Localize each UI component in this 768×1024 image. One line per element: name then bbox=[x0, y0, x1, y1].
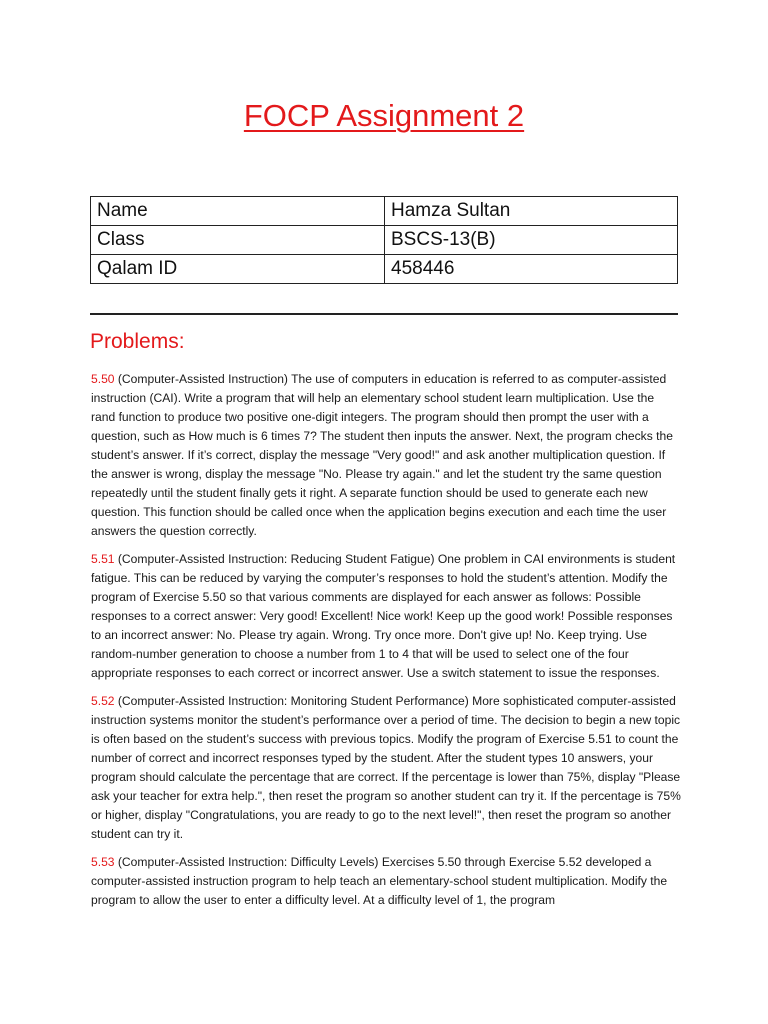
info-row-name bbox=[91, 197, 678, 226]
info-row-class bbox=[91, 226, 678, 255]
problem-number: 5.53 bbox=[91, 855, 115, 869]
problem-item bbox=[91, 853, 681, 910]
horizontal-divider bbox=[90, 313, 678, 315]
document-title: FOCP Assignment 2 bbox=[243, 98, 525, 133]
info-value: Hamza Sultan bbox=[385, 197, 678, 226]
problem-text: (Computer-Assisted Instruction: Reducing Student Fatigue) One problem in CAI environments is student fatigue. This can be reduced by varying the computer’s responses to hold the student’s attention. Modify the program of Exercise 5.50 so that various comments are displayed for each answer as follows: Possible responses to a correct answer: Very good! Excellent! Nice work! Keep up the good work! Possible responses to an incorrect answer: No. Please try again. Wrong. Try once more. Don't give up! No. Keep trying. Use random-number generation to choose a number from 1 to 4 that will be used to select one of the four appropriate responses to each correct or incorrect answer. Use a switch statement to issue the responses. bbox=[91, 552, 676, 680]
problems-heading: Problems: bbox=[90, 330, 185, 353]
problem-number: 5.50 bbox=[91, 372, 115, 386]
problem-item bbox=[91, 692, 681, 844]
info-label: Class bbox=[91, 226, 385, 255]
problem-number: 5.51 bbox=[91, 552, 115, 566]
student-info-table bbox=[90, 196, 678, 284]
problem-text: (Computer-Assisted Instruction: Monitoring Student Performance) More sophisticated computer-assisted instruction systems monitor the student’s performance over a period of time. The decision to begin a new topic is often based on the student’s success with previous topics. Modify the program of Exercise 5.51 to count the number of correct and incorrect responses typed by the student. After the student types 10 answers, your program should calculate the percentage that are correct. If the percentage is lower than 75%, display "Please ask your teacher for extra help.", then reset the program so another student can try it. If the percentage is 75% or higher, display "Congratulations, you are ready to go to the next level!", then reset the program so another student can try it. bbox=[91, 694, 681, 841]
info-value: BSCS-13(B) bbox=[385, 226, 678, 255]
problem-text: (Computer-Assisted Instruction) The use of computers in education is referred to as computer-assisted instruction (CAI). Write a program that will help an elementary school student learn multiplication. Use the rand function to produce two positive one-digit integers. The program should then prompt the user with a question, such as How much is 6 times 7? The student then inputs the answer. Next, the program checks the student’s answer. If it’s correct, display the message "Very good!" and ask another multiplication question. If the answer is wrong, display the message "No. Please try again." and let the student try the same question repeatedly until the student finally gets it right. A separate function should be used to generate each new question. This function should be called once when the application begins execution and each time the user answers the question correctly. bbox=[91, 372, 673, 538]
problems-list bbox=[91, 370, 681, 919]
problem-text: (Computer-Assisted Instruction: Difficulty Levels) Exercises 5.50 through Exercise 5.52 developed a computer-assisted instruction program to help teach an elementary-school student multiplication. Modify the program to allow the user to enter a difficulty level. At a difficulty level of 1, the program bbox=[91, 855, 668, 907]
info-value: 458446 bbox=[385, 255, 678, 284]
problem-item bbox=[91, 550, 681, 683]
problem-item bbox=[91, 370, 681, 541]
info-row-qalam-id bbox=[91, 255, 678, 284]
info-label: Qalam ID bbox=[91, 255, 385, 284]
info-label: Name bbox=[91, 197, 385, 226]
problem-number: 5.52 bbox=[91, 694, 115, 708]
